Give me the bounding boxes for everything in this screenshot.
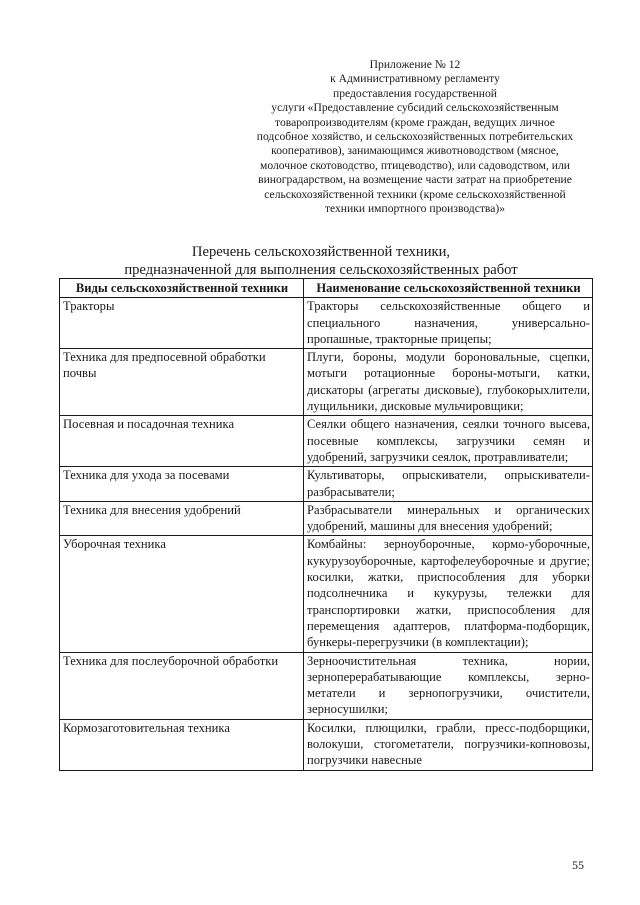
table-header-row	[60, 279, 593, 298]
row-kind: Уборочная техника	[60, 536, 304, 652]
row-kind: Техника для предпосевной обработки почвы	[60, 349, 304, 416]
header-kind: Виды сельскохозяйственной техники	[60, 279, 304, 298]
page-number: 55	[572, 858, 584, 872]
header-names: Наименование сельскохозяйственной техники	[304, 279, 593, 298]
row-kind: Тракторы	[60, 298, 304, 349]
row-kind: Техника для внесения удобрений	[60, 501, 304, 536]
row-names: Культиваторы, опрыскиватели, опрыскиватели-разбрасыватели;	[304, 467, 593, 502]
row-names: Сеялки общего назначения, сеялки точного высева, посевные комплексы, загрузчики семян и удобрений, загрузчики сеялок, протравливатели;	[304, 416, 593, 467]
title-line-2: предназначенной для выполнения сельскохозяйственных работ	[124, 262, 518, 278]
appendix-line: молочное скотоводство, птицеводство), или садоводством, или	[260, 158, 570, 172]
appendix-line: услуги «Предоставление субсидий сельскохозяйственным	[271, 101, 559, 115]
title-line-1: Перечень сельскохозяйственной техники,	[191, 244, 451, 260]
table-row	[60, 652, 593, 719]
row-kind: Техника для ухода за посевами	[60, 467, 304, 502]
table-row	[60, 467, 593, 502]
appendix-line: кооперативов), занимающимся животноводством (мясное,	[271, 144, 559, 158]
document-title	[90, 243, 552, 279]
appendix-line: Приложение № 12	[369, 58, 461, 71]
table-row	[60, 536, 593, 652]
row-names: Тракторы сельскохозяйственные общего и специального назначения, универсально-пропашные, тракторные прицепы;	[304, 298, 593, 349]
appendix-line: товаропроизводителям (кроме граждан, ведущих личное	[275, 115, 555, 129]
appendix-header	[235, 58, 595, 216]
row-kind: Кормозаготовительная техника	[60, 719, 304, 770]
row-names: Зерноочистительная техника, нории, зерноперерабатывающие комплексы, зерно-метатели и зернопогрузчики, очистители, зерносушилки;	[304, 652, 593, 719]
table-row	[60, 719, 593, 770]
row-names: Комбайны: зерноуборочные, кормо-уборочные, кукурузоуборочные, картофелеуборочные и другие; косилки, жатки, приспособления для уборки подсолнечника и кукурузы, тележки для транспортировки жатки, приспособления для перемещения адаптеров, платформа-подборщик, бункеры-перегрузчики (в комплектации);	[304, 536, 593, 652]
row-names: Разбрасыватели минеральных и органических удобрений, машины для внесения удобрений;	[304, 501, 593, 536]
appendix-line: техники импортного производства)»	[324, 202, 506, 216]
table-row	[60, 416, 593, 467]
row-kind: Техника для послеуборочной обработки	[60, 652, 304, 719]
table-row	[60, 349, 593, 416]
appendix-line: подсобное хозяйство, и сельскохозяйственных потребительских	[256, 130, 574, 144]
table-row	[60, 501, 593, 536]
appendix-line: виноградарством, на возмещение части затрат на приобретение	[258, 173, 572, 187]
appendix-line: сельскохозяйственной техники (кроме сельскохозяйственной	[264, 187, 566, 201]
appendix-line: к Административному регламенту	[330, 72, 500, 86]
row-names: Плуги, бороны, модули бороновальные, сцепки, мотыги ротационные бороны-мотыги, катки, дискаторы (агрегаты дисковые), глубокорыхлители, лущильники, дисковые мульчировщики;	[304, 349, 593, 416]
row-names: Косилки, плющилки, грабли, пресс-подборщики, волокуши, стогометатели, погрузчики-копновозы, погрузчики навесные	[304, 719, 593, 770]
table-row	[60, 298, 593, 349]
technique-table	[59, 278, 593, 771]
row-kind: Посевная и посадочная техника	[60, 416, 304, 467]
appendix-line: предоставления государственной	[333, 86, 497, 100]
